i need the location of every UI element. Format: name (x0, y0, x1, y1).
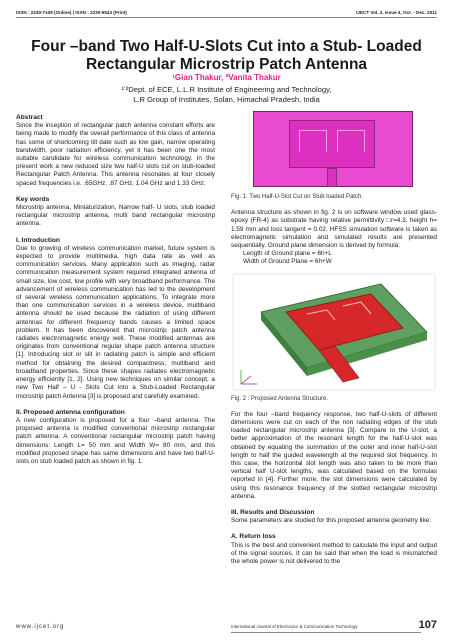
half-u-slot-left (299, 130, 327, 152)
affiliation-line-2: L.R Group of Institutes, Solan, Himachal Pradesh, India (133, 95, 320, 104)
figure-1-antenna-image (231, 108, 437, 190)
right-column (231, 108, 437, 566)
journal-header: IJECT Vol. 2, Issue 4, Oct. - Dec. 2011 (356, 10, 437, 15)
feed-stub (327, 168, 337, 187)
intro-text: Due to growing of wireless communication market, future system is expected to provide multimedia, high data rate as well as communication services. Many application such as imaging, radar communication measurement system required integrated antenna of small size, low cost, low profile with very broadband performance. The advancement of wireless communication has led to the development of several wireless communication applications. To integrate more than one communication services in a wireless device, multiband antenna should be used because the radiation of using different antennas for different frequency bands causes a limited space problem. It has been discovered that microstrip patch antenna radiates electromagnetic energy well. These modified antennas are originates from conventional regular shape patch antenna structure [1]. Introducing slot or slit in radiating patch is simple and efficient method for obtaining the desired compactness, multiband and broadband properties. Since these shapes radiates electromagnetic energy efficiently [1, 2]. Using new techniques on similar concept, a new Two Half – U - Slots Cut into a Stub-Loaded Rectangular microstrip patch Antenna [3] is proposed and carefully examined. (16, 244, 215, 400)
footer-url: www.ijcet.org (16, 624, 65, 630)
page-number: 107 (418, 619, 437, 631)
affiliation (0, 85, 453, 105)
right-paragraph-1: Antenna structure as shown in fig. 2 is on software window used glass- epoxy (FR-4) as substrate having relative permittivity □r=4.3, height h= 1.59 mm and loss tangent = 0.02. HFSS simulation software is taken as electromagnetic simulation and simulated results are presented sequentially. Ground plane dimension is derived by formula: (231, 209, 437, 250)
intro-heading: I. Introduction (16, 236, 60, 244)
hfss-model-drawing (231, 272, 437, 392)
keywords-text: Microstrip antenna, Miniaturization, Narrow half- U slots, stub loaded rectangular microstrip antenna, multi band rectangular microstrip antenna. (16, 204, 215, 228)
formula-length: Length of Ground plane = 6h+L (243, 250, 332, 258)
results-text: Some parameters are studied for this proposed antenna geometry like: (231, 517, 431, 525)
abstract-text: Since the inception of rectangular patch antenna constant efforts are being made to modify the overall performance of this class of antenna has some of shortcoming till date such as low gain, narrow operating bandwidth, poor radiation efficiency, yet it has been one the most suitable candidate for wireless communication technology. In the present work a new reduced size two half-U slots cut on stub-loaded Rectangular Patch Antenna. This antenna resonates at four closely spaced frequencies i.e. .65GHz, .87 GHz, 1.04 GHz and 1.33 GHz. (16, 122, 215, 187)
return-loss-heading: A. Return loss (231, 533, 276, 541)
proposed-text: A new configuration is proposed for a four –band antenna. The proposed antenna is modified conventional microstrip rectangular patch antenna. A conventional rectangular microstrip patch having dimensions: Length L= 50 mm and Width W= 80 mm, and this modified proposed shape has same dimensions and have two half-U-slots on stub loaded patch as shown in fig. 1. (16, 416, 215, 465)
title-line-2: Rectangular Microstrip Patch Antenna (85, 56, 368, 73)
footer-journal: International Journal of Electronics & Communication Technology (231, 624, 358, 629)
figure-1-caption: Fig. 1: Two Half-U-Slot Cut on Stub loaded Patch. (231, 194, 363, 200)
authors: ¹Gian Thakur, ²Vanita Thakur (172, 73, 281, 82)
proposed-heading: II. Proposed antenna configuration (16, 408, 125, 416)
half-u-slot-right (337, 130, 365, 152)
figure-2-hfss-image (231, 272, 437, 392)
return-loss-text: This is the best and convenient method to calculate the input and output of the signal sources. It can be said that when the load is mismatched the whole power is not delivered to the (231, 541, 437, 566)
formula-width: Width of Ground Plane = 6h+W (243, 258, 332, 266)
title-line-1: Four –band Two Half-U-Slots Cut into a Stub- Loaded (31, 38, 422, 55)
affiliation-line-1: ¹ʼ²Dept. of ECE, L.L.R Institute of Engineering and Technology, (121, 85, 332, 94)
right-paragraph-2: For the four –band frequency response, two half-U-slots of different dimensions were cut on each of the non radiating edges of the stub loaded rectangular microstrip antenna [3]. Compare to the U-slot, a better approximation of the resonant length for the half-U-slot was obtained by equating the summation of the outer and inner half-U-slot length to half the guided wavelength at the required slot frequency. In this case, the horizontal slot length was also taken to be more than vertical half U-slot lengths, was calculated based on the formulas reported in [4]. Further more, the slot dimensions were calculated by using this resonance frequency of the slotted rectangular microstrip antenna. (231, 410, 437, 500)
keywords-heading: Key words (16, 195, 50, 203)
figure-2-caption: Fig. 2 : Proposed Antenna Structure. (231, 395, 329, 402)
left-column (16, 114, 215, 466)
header-divider (16, 17, 437, 18)
abstract-heading: Abstract (16, 114, 43, 121)
paper-title (0, 38, 453, 74)
footer-divider (231, 632, 421, 633)
issn-header: ISSN : 2230-7109 (Online) | ISSN : 2230-9543 (Print) (16, 10, 127, 15)
results-heading: III. Results and Discussion (231, 509, 315, 517)
